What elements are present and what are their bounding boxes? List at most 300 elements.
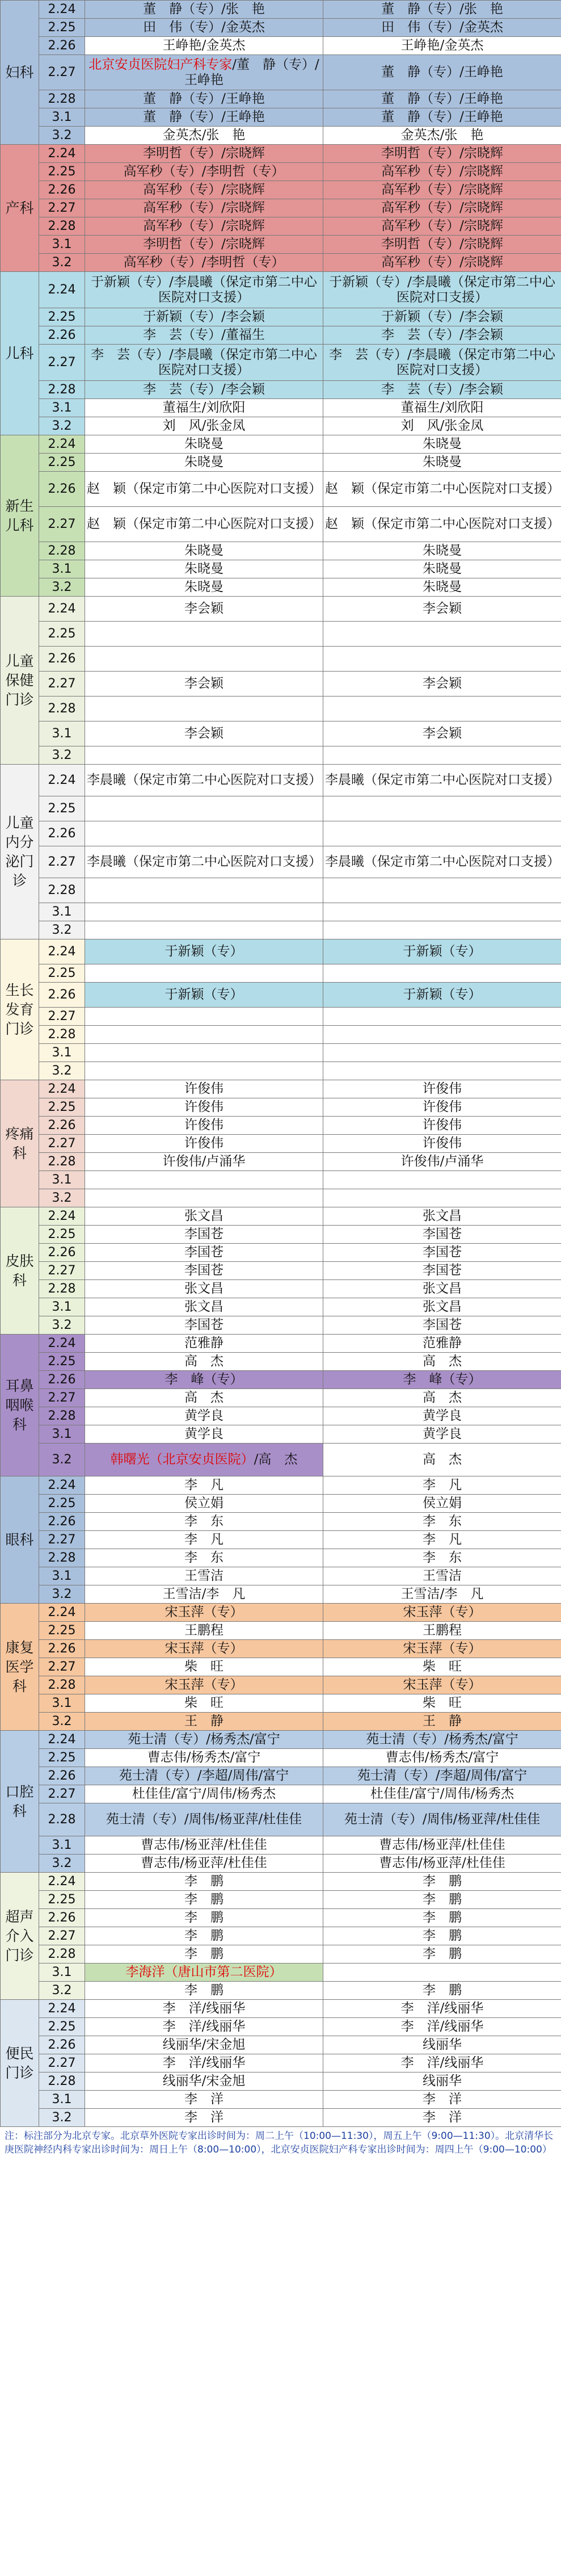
afternoon-doctors	[323, 1026, 561, 1044]
morning-doctors: 范雅静	[85, 1335, 323, 1353]
schedule-date: 2.24	[39, 272, 85, 308]
morning-doctors: 高 杰	[85, 1389, 323, 1407]
afternoon-doctors: 高军秒（专）/宗晓辉	[323, 181, 561, 199]
afternoon-doctors: 杜佳佳/富宁/周伟/杨秀杰	[323, 1785, 561, 1803]
morning-doctors: 李 鹏	[85, 1873, 323, 1891]
schedule-date: 2.26	[39, 1244, 85, 1262]
schedule-date: 2.28	[39, 1549, 85, 1567]
schedule-date: 2.24	[39, 1731, 85, 1749]
schedule-date: 2.25	[39, 1891, 85, 1909]
morning-doctors: 高军秒（专）/宗晓辉	[85, 181, 323, 199]
schedule-row	[1, 2072, 561, 2091]
afternoon-doctors: 张文昌	[323, 1280, 561, 1298]
schedule-row	[1, 1189, 561, 1207]
morning-doctors: 宋玉萍（专）	[85, 1676, 323, 1694]
schedule-date: 2.27	[39, 1389, 85, 1407]
schedule-date: 3.2	[39, 1189, 85, 1207]
schedule-date: 2.25	[39, 1749, 85, 1767]
schedule-date: 2.24	[39, 765, 85, 796]
schedule-row	[1, 1476, 561, 1495]
afternoon-doctors: 黄学良	[323, 1407, 561, 1425]
afternoon-doctors: 于新颖（专）/李晨曦（保定市第二中心医院对口支援）	[323, 272, 561, 308]
schedule-date: 2.24	[39, 939, 85, 964]
schedule-date: 3.1	[39, 560, 85, 578]
morning-doctors: 李 芸（专）/李会颖	[85, 381, 323, 399]
schedule-date: 3.2	[39, 1062, 85, 1080]
afternoon-doctors: 高军秒（专）/宗晓辉	[323, 163, 561, 181]
morning-doctors: 李会颖	[85, 721, 323, 746]
schedule-date: 3.1	[39, 1567, 85, 1585]
afternoon-doctors: 董 静（专）/王峥艳	[323, 55, 561, 90]
afternoon-doctors: 李 鹏	[323, 1873, 561, 1891]
afternoon-doctors: 张文昌	[323, 1298, 561, 1316]
morning-doctors: 高 杰	[85, 1353, 323, 1371]
schedule-row	[1, 846, 561, 878]
schedule-row	[1, 37, 561, 55]
morning-doctors	[85, 1171, 323, 1189]
morning-doctors: 曹志伟/杨亚萍/杜佳佳	[85, 1836, 323, 1855]
afternoon-doctors: 于新颖（专）	[323, 983, 561, 1008]
schedule-date: 2.27	[39, 846, 85, 878]
schedule-row	[1, 1676, 561, 1694]
afternoon-doctors: 田 伟（专）/金英杰	[323, 19, 561, 37]
afternoon-doctors: 李晨曦（保定市第二中心医院对口支援）	[323, 765, 561, 796]
schedule-date: 2.26	[39, 326, 85, 345]
schedule-date: 2.25	[39, 1098, 85, 1117]
schedule-row	[1, 903, 561, 921]
schedule-row	[1, 578, 561, 597]
schedule-row	[1, 2109, 561, 2127]
afternoon-doctors: 侯立娟	[323, 1495, 561, 1513]
afternoon-doctors	[323, 1171, 561, 1189]
schedule-row	[1, 2018, 561, 2036]
schedule-date: 3.2	[39, 417, 85, 435]
schedule-row	[1, 1262, 561, 1280]
schedule-date: 2.27	[39, 1262, 85, 1280]
department-name: 超声介入门诊	[1, 1873, 39, 2000]
schedule-row	[1, 381, 561, 399]
morning-doctors: 李晨曦（保定市第二中心医院对口支援）	[85, 846, 323, 878]
schedule-row	[1, 1280, 561, 1298]
schedule-date: 2.26	[39, 472, 85, 507]
schedule-row	[1, 145, 561, 163]
morning-doctors: 朱晓曼	[85, 542, 323, 560]
schedule-row	[1, 1226, 561, 1244]
morning-doctors	[85, 903, 323, 921]
morning-doctors: 黄学良	[85, 1407, 323, 1425]
morning-doctors: 李明哲（专）/宗晓辉	[85, 236, 323, 254]
morning-doctors: 朱晓曼	[85, 435, 323, 454]
schedule-date: 2.24	[39, 1604, 85, 1622]
morning-doctors: 李 芸（专）/李晨曦（保定市第二中心医院对口支援）	[85, 345, 323, 381]
schedule-date: 2.25	[39, 796, 85, 821]
afternoon-doctors: 柴 旺	[323, 1658, 561, 1676]
schedule-date: 2.24	[39, 2000, 85, 2018]
schedule-date: 2.26	[39, 1371, 85, 1389]
schedule-date: 2.26	[39, 821, 85, 846]
schedule-date: 2.26	[39, 37, 85, 55]
morning-doctors: 董 静（专）/王峥艳	[85, 90, 323, 108]
afternoon-doctors: 李 芸（专）/李会颖	[323, 326, 561, 345]
schedule-date: 3.1	[39, 1425, 85, 1444]
afternoon-doctors: 张文昌	[323, 1207, 561, 1226]
schedule-row	[1, 1425, 561, 1444]
afternoon-doctors: 线丽华	[323, 2036, 561, 2054]
morning-doctors: 王雪洁	[85, 1567, 323, 1585]
afternoon-doctors: 李明哲（专）/宗晓辉	[323, 236, 561, 254]
afternoon-doctors	[323, 796, 561, 821]
afternoon-doctors: 李 东	[323, 1549, 561, 1567]
afternoon-doctors: 朱晓曼	[323, 578, 561, 597]
schedule-row	[1, 1080, 561, 1098]
morning-doctors: 李 峰（专）	[85, 1371, 323, 1389]
schedule-row	[1, 697, 561, 721]
afternoon-doctors: 李国苍	[323, 1244, 561, 1262]
schedule-date: 2.26	[39, 1513, 85, 1531]
morning-doctors: 朱晓曼	[85, 560, 323, 578]
schedule-date: 2.26	[39, 1909, 85, 1927]
afternoon-doctors: 高军秒（专）/宗晓辉	[323, 217, 561, 236]
morning-doctors: 李 东	[85, 1513, 323, 1531]
schedule-row	[1, 560, 561, 578]
schedule-date: 2.28	[39, 542, 85, 560]
morning-doctors: 李 凡	[85, 1476, 323, 1495]
morning-doctors: 许俊伟	[85, 1080, 323, 1098]
afternoon-doctors: 李 洋	[323, 2091, 561, 2109]
afternoon-doctors: 许俊伟	[323, 1135, 561, 1153]
schedule-row	[1, 326, 561, 345]
afternoon-doctors: 于新颖（专）/李会颖	[323, 308, 561, 326]
schedule-row	[1, 622, 561, 647]
afternoon-doctors: 李国苍	[323, 1262, 561, 1280]
afternoon-doctors	[323, 1008, 561, 1026]
schedule-date: 3.2	[39, 127, 85, 145]
schedule-row	[1, 1044, 561, 1062]
schedule-date: 2.26	[39, 983, 85, 1008]
schedule-date: 2.25	[39, 1226, 85, 1244]
afternoon-doctors	[323, 1189, 561, 1207]
afternoon-doctors: 李 凡	[323, 1476, 561, 1495]
morning-doctors	[85, 1044, 323, 1062]
afternoon-doctors: 董 静（专）/张 艳	[323, 1, 561, 19]
department-name: 产科	[1, 145, 39, 272]
afternoon-doctors: 李国苍	[323, 1316, 561, 1335]
afternoon-doctors: 王雪洁/李 凡	[323, 1585, 561, 1604]
afternoon-doctors	[323, 647, 561, 672]
schedule-date: 2.27	[39, 1785, 85, 1803]
morning-doctors: 许俊伟	[85, 1098, 323, 1117]
morning-doctors	[85, 821, 323, 846]
schedule-row	[1, 1891, 561, 1909]
schedule-date: 3.2	[39, 1585, 85, 1604]
schedule-date: 2.27	[39, 199, 85, 217]
afternoon-doctors: 柴 旺	[323, 1694, 561, 1713]
schedule-row	[1, 1171, 561, 1189]
department-name: 儿科	[1, 272, 39, 435]
afternoon-doctors	[323, 878, 561, 903]
morning-doctors	[85, 622, 323, 647]
schedule-row	[1, 1585, 561, 1604]
afternoon-doctors: 许俊伟	[323, 1117, 561, 1135]
morning-doctors	[85, 878, 323, 903]
afternoon-doctors: 线丽华	[323, 2072, 561, 2091]
department-name: 儿童内分泌门诊	[1, 765, 39, 939]
schedule-row	[1, 1371, 561, 1389]
afternoon-doctors	[323, 697, 561, 721]
schedule-row	[1, 1640, 561, 1658]
schedule-date: 2.28	[39, 90, 85, 108]
schedule-date: 2.27	[39, 2054, 85, 2072]
schedule-date: 2.25	[39, 622, 85, 647]
external-expert-label: 李海洋（唐山市第二医院）	[125, 1965, 282, 1979]
morning-doctors: 王雪洁/李 凡	[85, 1585, 323, 1604]
schedule-row	[1, 308, 561, 326]
morning-doctors: 黄学良	[85, 1425, 323, 1444]
schedule-row	[1, 1026, 561, 1044]
schedule-row	[1, 821, 561, 846]
schedule-row	[1, 1873, 561, 1891]
morning-doctors: 刘 风/张金凤	[85, 417, 323, 435]
schedule-date: 2.24	[39, 1207, 85, 1226]
schedule-date: 2.27	[39, 55, 85, 90]
afternoon-doctors: 高 杰	[323, 1444, 561, 1476]
morning-doctors: 线丽华/宋金旭	[85, 2036, 323, 2054]
morning-doctors	[85, 1008, 323, 1026]
afternoon-doctors: 董福生/刘欣阳	[323, 399, 561, 417]
schedule-row	[1, 217, 561, 236]
afternoon-doctors: 高 杰	[323, 1389, 561, 1407]
schedule-date: 2.28	[39, 2072, 85, 2091]
schedule-date: 2.28	[39, 1280, 85, 1298]
department-name: 新生儿科	[1, 435, 39, 597]
morning-doctors: 李 洋/线丽华	[85, 2054, 323, 2072]
afternoon-doctors: 李晨曦（保定市第二中心医院对口支援）	[323, 846, 561, 878]
morning-doctors: 李 鹏	[85, 1909, 323, 1927]
schedule-date: 2.28	[39, 381, 85, 399]
morning-doctors: 曹志伟/杨亚萍/杜佳佳	[85, 1855, 323, 1873]
schedule-date: 2.25	[39, 19, 85, 37]
schedule-row	[1, 454, 561, 472]
schedule-row	[1, 435, 561, 454]
schedule-row	[1, 19, 561, 37]
afternoon-doctors: 高 杰	[323, 1353, 561, 1371]
afternoon-doctors: 高军秒（专）/宗晓辉	[323, 199, 561, 217]
afternoon-doctors: 赵 颖（保定市第二中心医院对口支援）	[323, 507, 561, 542]
doctor-names: /董 静（专）/王峥艳	[184, 57, 319, 87]
schedule-row	[1, 1982, 561, 2000]
schedule-row	[1, 507, 561, 542]
schedule-date: 3.1	[39, 1044, 85, 1062]
schedule-date: 3.1	[39, 2091, 85, 2109]
schedule-row	[1, 1549, 561, 1567]
schedule-row	[1, 1767, 561, 1785]
schedule-row	[1, 1945, 561, 1964]
afternoon-doctors: 曹志伟/杨亚萍/杜佳佳	[323, 1855, 561, 1873]
schedule-row	[1, 672, 561, 697]
schedule-date: 2.24	[39, 1080, 85, 1098]
morning-doctors: 侯立娟	[85, 1495, 323, 1513]
morning-doctors	[85, 647, 323, 672]
schedule-date: 2.27	[39, 507, 85, 542]
schedule-date: 2.25	[39, 454, 85, 472]
schedule-row	[1, 1927, 561, 1945]
schedule-date: 2.25	[39, 1495, 85, 1513]
morning-doctors: 赵 颖（保定市第二中心医院对口支援）	[85, 507, 323, 542]
afternoon-doctors: 朱晓曼	[323, 542, 561, 560]
afternoon-doctors: 赵 颖（保定市第二中心医院对口支援）	[323, 472, 561, 507]
schedule-row	[1, 1713, 561, 1731]
morning-doctors: 朱晓曼	[85, 578, 323, 597]
schedule-date: 2.25	[39, 2018, 85, 2036]
schedule-date: 3.1	[39, 1298, 85, 1316]
afternoon-doctors: 苑士清（专）/李超/周伟/富宁	[323, 1767, 561, 1785]
schedule-row	[1, 1855, 561, 1873]
morning-doctors: 曹志伟/杨秀杰/富宁	[85, 1749, 323, 1767]
morning-doctors	[85, 746, 323, 765]
schedule-row	[1, 472, 561, 507]
schedule-row	[1, 1836, 561, 1855]
afternoon-doctors: 曹志伟/杨秀杰/富宁	[323, 1749, 561, 1767]
afternoon-doctors: 刘 风/张金凤	[323, 417, 561, 435]
schedule-date: 2.28	[39, 878, 85, 903]
schedule-row	[1, 127, 561, 145]
morning-doctors: 李 鹏	[85, 1982, 323, 2000]
doctor-names: /高 杰	[254, 1452, 298, 1467]
department-name: 耳鼻咽喉科	[1, 1335, 39, 1476]
schedule-row	[1, 542, 561, 560]
schedule-row	[1, 236, 561, 254]
afternoon-doctors: 朱晓曼	[323, 560, 561, 578]
afternoon-doctors	[323, 1062, 561, 1080]
morning-doctors: 张文昌	[85, 1298, 323, 1316]
department-name: 便民门诊	[1, 2000, 39, 2127]
schedule-row	[1, 765, 561, 796]
afternoon-doctors: 李 洋	[323, 2109, 561, 2127]
schedule-date: 2.26	[39, 1640, 85, 1658]
schedule-date: 3.1	[39, 399, 85, 417]
morning-doctors: 李国苍	[85, 1316, 323, 1335]
afternoon-doctors: 许俊伟	[323, 1098, 561, 1117]
schedule-date: 3.2	[39, 578, 85, 597]
morning-doctors: 于新颖（专）/李晨曦（保定市第二中心医院对口支援）	[85, 272, 323, 308]
schedule-date: 3.2	[39, 1316, 85, 1335]
afternoon-doctors: 董 静（专）/王峥艳	[323, 90, 561, 108]
morning-doctors	[85, 1026, 323, 1044]
schedule-row	[1, 939, 561, 964]
afternoon-doctors: 王鹏程	[323, 1622, 561, 1640]
schedule-date: 2.24	[39, 597, 85, 622]
schedule-date: 2.28	[39, 1026, 85, 1044]
department-name: 口腔科	[1, 1731, 39, 1873]
department-name: 眼科	[1, 1476, 39, 1604]
morning-doctors: 李 鹏	[85, 1945, 323, 1964]
morning-doctors: 李国苍	[85, 1244, 323, 1262]
schedule-date: 2.24	[39, 1873, 85, 1891]
afternoon-doctors	[323, 622, 561, 647]
afternoon-doctors: 李 鹏	[323, 1982, 561, 2000]
afternoon-doctors: 朱晓曼	[323, 435, 561, 454]
schedule-date: 2.27	[39, 672, 85, 697]
afternoon-doctors	[323, 746, 561, 765]
schedule-row	[1, 1567, 561, 1585]
schedule-date: 2.25	[39, 163, 85, 181]
morning-doctors: 李 洋	[85, 2109, 323, 2127]
schedule-row	[1, 746, 561, 765]
afternoon-doctors: 董 静（专）/王峥艳	[323, 108, 561, 127]
schedule-row	[1, 1749, 561, 1767]
morning-doctors: 于新颖（专）	[85, 983, 323, 1008]
schedule-date: 2.26	[39, 1767, 85, 1785]
afternoon-doctors: 李 鹏	[323, 1945, 561, 1964]
afternoon-doctors: 范雅静	[323, 1335, 561, 1353]
morning-doctors	[85, 1062, 323, 1080]
schedule-row	[1, 796, 561, 821]
morning-doctors: 李 洋/线丽华	[85, 2018, 323, 2036]
schedule-date: 3.1	[39, 1964, 85, 1982]
schedule-row	[1, 1153, 561, 1171]
schedule-date: 3.1	[39, 108, 85, 127]
morning-doctors: 杜佳佳/富宁/周伟/杨秀杰	[85, 1785, 323, 1803]
afternoon-doctors	[323, 1964, 561, 1982]
morning-doctors: 李 芸（专）/董福生	[85, 326, 323, 345]
afternoon-doctors: 李会颖	[323, 721, 561, 746]
schedule-row	[1, 1335, 561, 1353]
schedule-row	[1, 647, 561, 672]
schedule-row	[1, 1531, 561, 1549]
morning-doctors: 赵 颖（保定市第二中心医院对口支援）	[85, 472, 323, 507]
afternoon-doctors: 于新颖（专）	[323, 939, 561, 964]
morning-doctors: 高军秒（专）/宗晓辉	[85, 199, 323, 217]
morning-doctors: 李明哲（专）/宗晓辉	[85, 145, 323, 163]
department-name: 生长发育门诊	[1, 939, 39, 1080]
afternoon-doctors: 李会颖	[323, 597, 561, 622]
schedule-date: 3.2	[39, 1444, 85, 1476]
schedule-date: 2.28	[39, 1803, 85, 1836]
morning-doctors	[85, 55, 323, 90]
afternoon-doctors	[323, 903, 561, 921]
morning-doctors: 张文昌	[85, 1280, 323, 1298]
morning-doctors: 宋玉萍（专）	[85, 1640, 323, 1658]
schedule-date: 3.1	[39, 1694, 85, 1713]
schedule-date: 3.1	[39, 236, 85, 254]
morning-doctors: 董福生/刘欣阳	[85, 399, 323, 417]
afternoon-doctors: 李 鹏	[323, 1927, 561, 1945]
morning-doctors: 李会颖	[85, 597, 323, 622]
schedule-date: 2.28	[39, 1945, 85, 1964]
schedule-date: 3.2	[39, 1713, 85, 1731]
schedule-row	[1, 1135, 561, 1153]
schedule-row	[1, 721, 561, 746]
morning-doctors	[85, 921, 323, 939]
schedule-row	[1, 1298, 561, 1316]
schedule-row	[1, 964, 561, 983]
afternoon-doctors	[323, 821, 561, 846]
schedule-date: 3.2	[39, 254, 85, 272]
morning-doctors: 柴 旺	[85, 1694, 323, 1713]
schedule-row	[1, 55, 561, 90]
schedule-date: 2.26	[39, 181, 85, 199]
morning-doctors: 于新颖（专）/李会颖	[85, 308, 323, 326]
morning-doctors: 张文昌	[85, 1207, 323, 1226]
morning-doctors: 高军秒（专）/李明哲（专）	[85, 254, 323, 272]
schedule-body	[1, 1, 561, 2127]
morning-doctors: 高军秒（专）/李明哲（专）	[85, 163, 323, 181]
schedule-row	[1, 1444, 561, 1476]
morning-doctors: 李 洋	[85, 2091, 323, 2109]
schedule-row	[1, 163, 561, 181]
morning-doctors: 董 静（专）/王峥艳	[85, 108, 323, 127]
schedule-row	[1, 1694, 561, 1713]
